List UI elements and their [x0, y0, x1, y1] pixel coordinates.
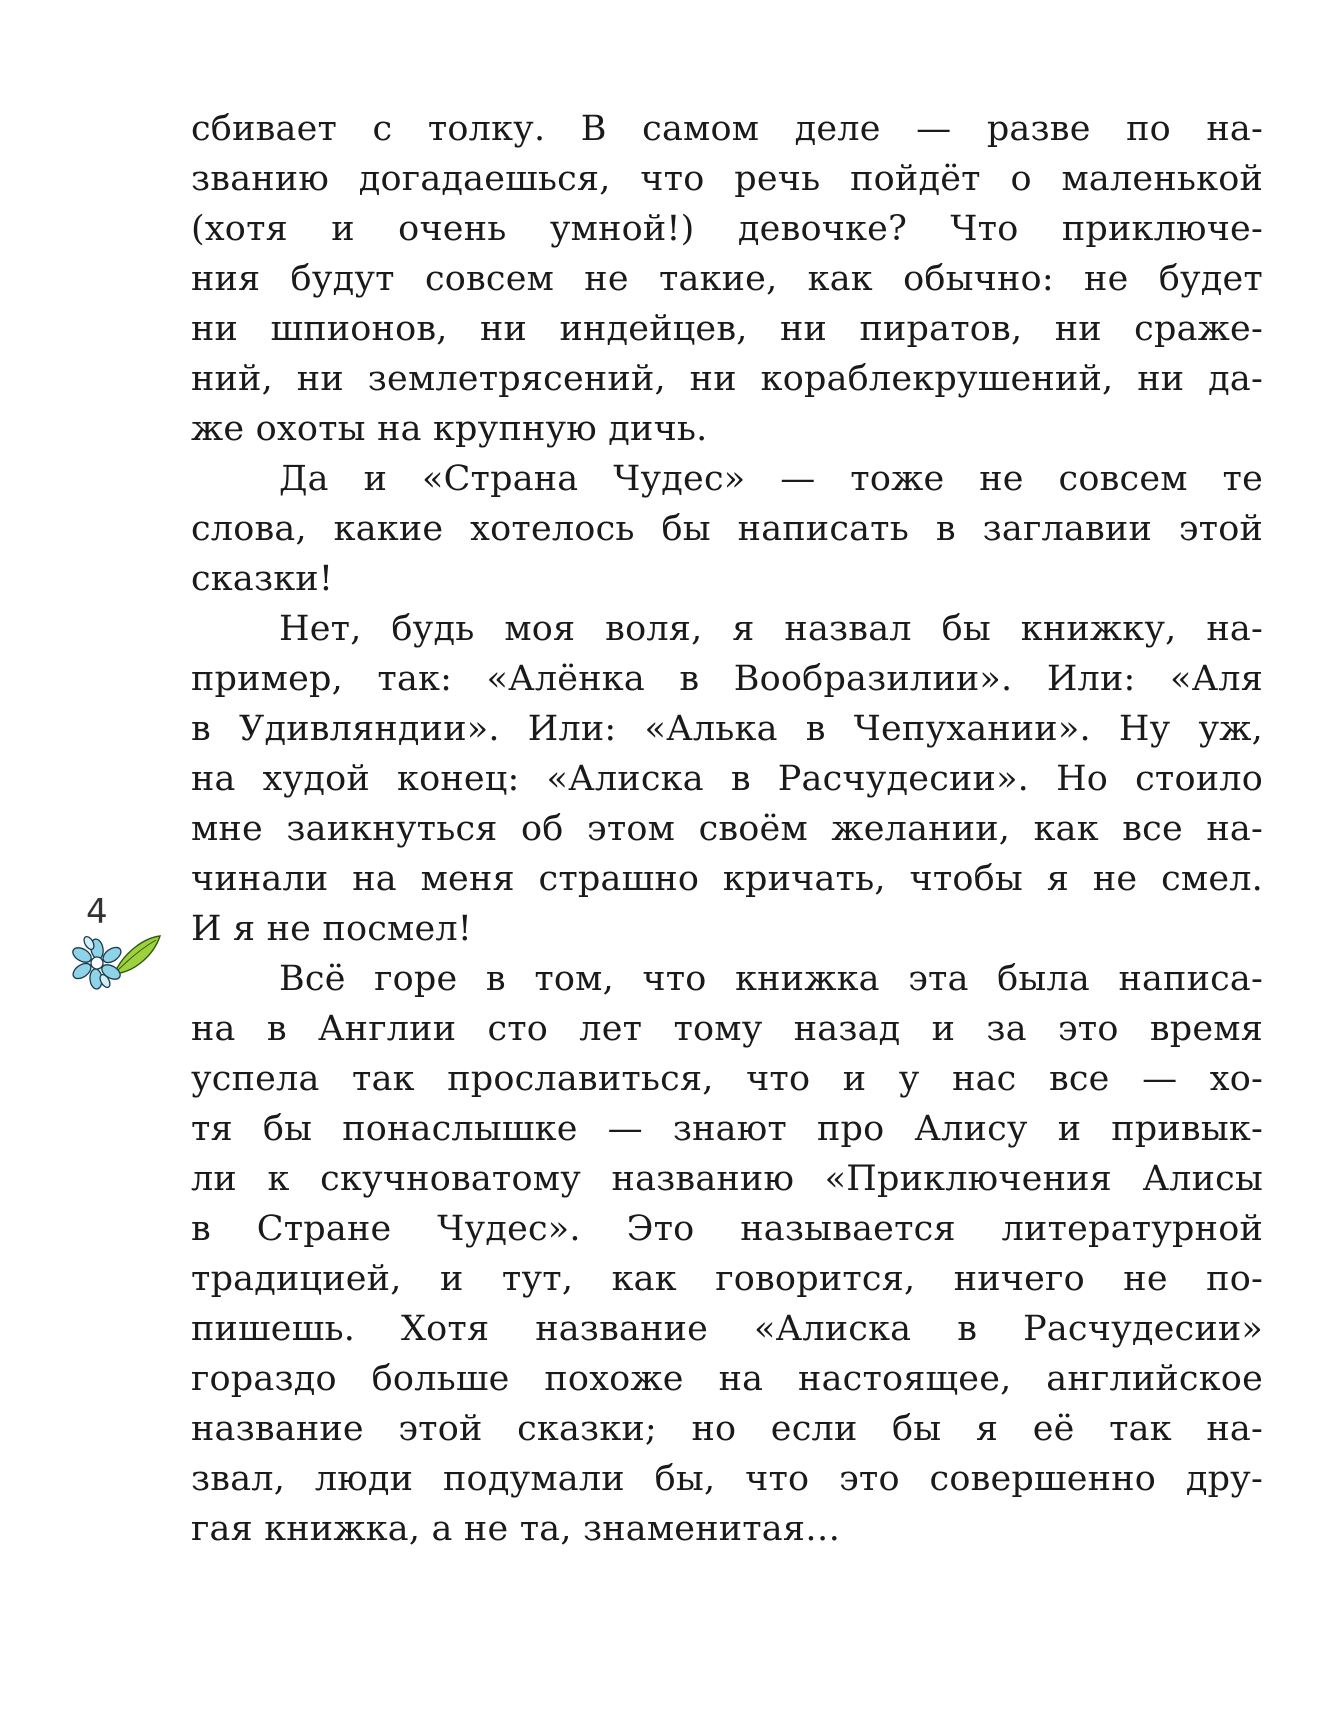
paragraph-end-line: И я не посмел! [191, 909, 473, 949]
text-line: традицией, и тут, как говорится, ничего не по- [191, 1259, 1263, 1299]
text-line: гораздо больше похоже на настоящее, английское [191, 1359, 1263, 1399]
text-line: ний, ни землетрясений, ни кораблекрушений, ни да- [191, 359, 1263, 399]
text-line: ли к скучноватому названию «Приключения Алисы [191, 1159, 1263, 1199]
paragraph-end-line: гая книжка, а не та, знаменитая… [191, 1509, 841, 1549]
paragraph-start-line: Да и «Страна Чудес» — тоже не совсем те [279, 459, 1263, 499]
text-line: чинали на меня страшно кричать, чтобы я не смел. [191, 859, 1263, 899]
text-line: мне заикнуться об этом своём желании, как все на- [191, 809, 1263, 849]
paragraph-end-line: сказки! [191, 559, 334, 599]
daisy-with-leaf-icon [62, 930, 162, 992]
paragraph-start-line: Нет, будь моя воля, я назвал бы книжку, на- [279, 609, 1263, 649]
text-line: сбивает с толку. В самом деле — разве по на- [191, 109, 1263, 149]
text-line: пример, так: «Алёнка в Вообразилии». Или: «Аля [191, 659, 1263, 699]
text-line: званию догадаешься, что речь пойдёт о маленькой [191, 159, 1263, 199]
text-line: тя бы понаслышке — знают про Алису и привык- [191, 1109, 1263, 1149]
paragraph-end-line: же охоты на крупную дичь. [191, 409, 708, 449]
text-line: на в Англии сто лет тому назад и за это время [191, 1009, 1263, 1049]
text-line: в Удивляндии». Или: «Алька в Чепухании». Ну уж, [191, 709, 1263, 749]
body-text [191, 104, 1263, 1554]
text-line: пишешь. Хотя название «Алиска в Расчудесии» [191, 1309, 1263, 1349]
text-line: (хотя и очень умной!) девочке? Что приключе- [191, 209, 1263, 249]
text-line: в Стране Чудес». Это называется литературной [191, 1209, 1263, 1249]
text-line: ния будут совсем не такие, как обычно: не будет [191, 259, 1263, 299]
paragraph-start-line: Всё горе в том, что книжка эта была написа- [279, 959, 1263, 999]
text-line: слова, какие хотелось бы написать в заглавии этой [191, 509, 1263, 549]
text-line: успела так прославиться, что и у нас все — хо- [191, 1059, 1263, 1099]
page-number: 4 [86, 892, 108, 932]
text-line: на худой конец: «Алиска в Расчудесии». Но стоило [191, 759, 1263, 799]
text-line: ни шпионов, ни индейцев, ни пиратов, ни сраже- [191, 309, 1263, 349]
text-line: название этой сказки; но если бы я её так на- [191, 1409, 1263, 1449]
text-line: звал, люди подумали бы, что это совершенно дру- [191, 1459, 1263, 1499]
